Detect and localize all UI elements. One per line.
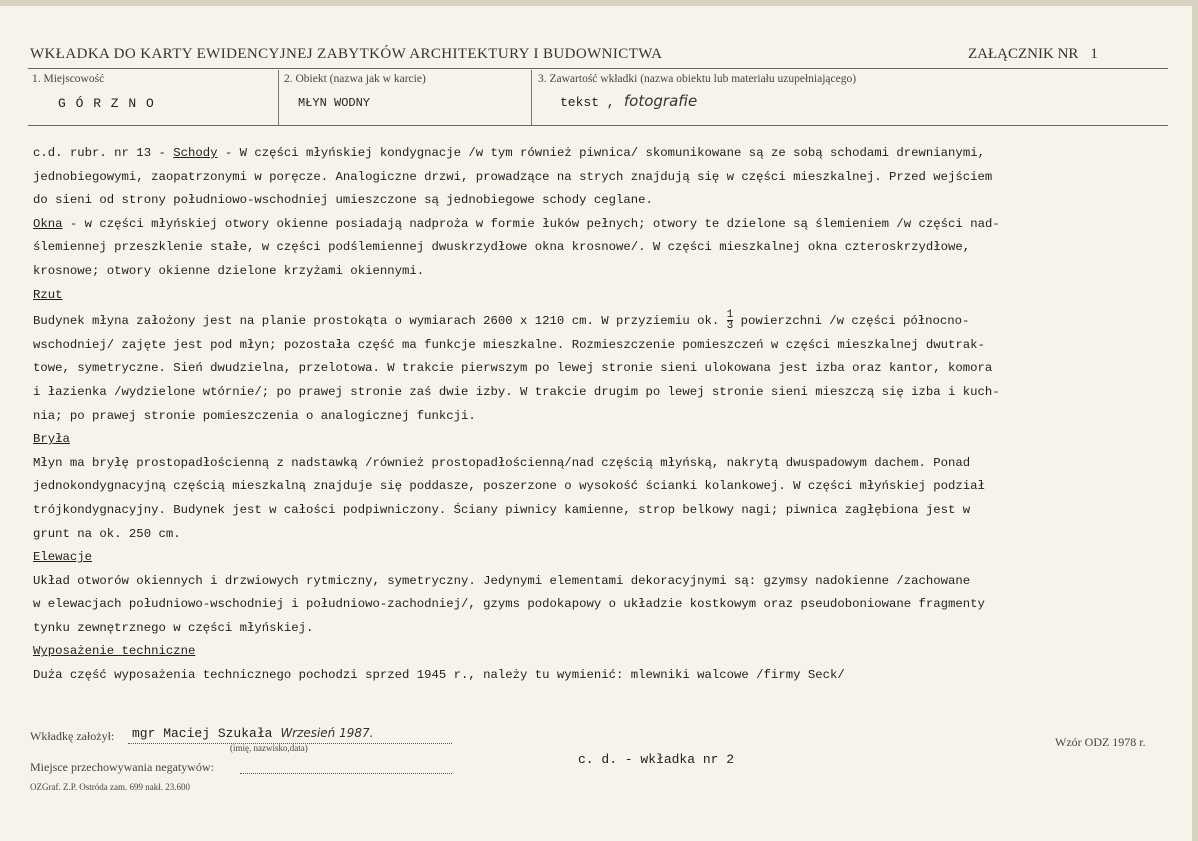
text-line: Budynek młyna założony jest na planie prostokąta o wymiarach 2600 x 1210 cm. W przyziemiu ok. $\frac{1}{3}$ powierzchni /w części północno- [33,309,970,333]
author-date: Wrzesień 1987. [280,726,374,740]
content-value-typed: tekst , [560,95,615,110]
continuation-note: c. d. - wkładka nr 2 [578,752,735,767]
pattern-note: Wzór ODZ 1978 r. [1055,735,1146,749]
fraction: $\frac{1}{3}$ [726,309,734,333]
heading-bryla: Bryła [33,432,70,447]
text-line: jednobiegowymi, zaopatrzonymi w poręcze. Analogiczne drzwi, prowadzące na strych znajdują się w części mieszkalnej. Przed wejściem [33,169,993,184]
field-divider-1 [278,70,279,126]
text-line: w elewacjach południowo-wschodniej i południowo-zachodniej/, gzyms podokapowy o układzie kostkowym oraz pseudoboniowane fragmenty [33,597,985,612]
heading-okna: Okna [33,216,63,231]
form-title: WKŁADKA DO KARTY EWIDENCYJNEJ ZABYTKÓW ARCHITEKTURY I BUDOWNICTWA [30,46,663,62]
storage-dotted-line [240,773,452,774]
storage-label: Miejsce przechowywania negatywów: [30,760,214,774]
text-line: c.d. rubr. nr 13 - Schody - W części młyńskiej kondygnacje /w tym również piwnica/ skomunikowane są ze sobą schodami drewnianymi, [33,146,985,160]
printer-note: OZGraf. Z.P. Ostróda zam. 699 nakł. 23.600 [30,782,190,792]
description-text [33,142,1143,688]
text-line: Okna - w części młyńskiej otwory okienne posiadają nadproża w formie łuków pełnych; otwory te dzielone są ślemieniem /w części nad- [33,216,1000,231]
place-label: 1. Miejscowość [32,73,105,85]
text-line: krosnowe; otwory okienne dzielone krzyżami okiennymi. [33,263,425,278]
content-value-handwritten: fotografie [623,92,698,110]
text-line: trójkondygnacyjny. Budynek jest w całości podpiwniczony. Ściany piwnicy kamienne, strop belkowy nagi; piwnica zagłębiona jest w [33,502,971,517]
author-label: Wkładkę założył: [30,729,115,743]
text-line: nia; po prawej stronie pomieszczenia o analogicznej funkcji. [33,408,476,423]
content-label: 3. Zawartość wkładki (nazwa obiektu lub materiału uzupełniającego) [538,73,857,85]
paper-edge-right [1192,0,1198,841]
heading-wyposazenie: Wyposażenie techniczne [33,644,196,659]
content-value [560,92,697,110]
heading-rzut: Rzut [33,287,63,302]
text-line: Młyn ma bryłę prostopadłościenną z nadstawką /również prostopadłościenną/nad częścią młyńską, nakrytą dwuspadowym dachem. Ponad [33,455,971,470]
place-value: G Ó R Z N O [58,96,155,111]
text-line: i łazienka /wydzielone wtórnie/; po prawej stronie zaś dwie izby. W trakcie drugim po lewej stronie sieni mieszczą się izba i kuch- [33,384,1000,399]
header-rule-bottom [28,125,1168,126]
heading-elewacje: Elewacje [33,550,93,565]
text-line: ślemiennej przeszklenie stałe, w części podślemiennej dwuskrzydłowe okna krosnowe/. W części mieszkalnej okna czteroskrzydłowe, [33,240,971,255]
text-line: do sieni od strony południowo-wschodniej umieszczone są jednobiegowe schody ceglane. [33,193,653,208]
attachment-label: ZAŁĄCZNIK NR [968,46,1079,62]
field-divider-2 [531,70,532,126]
object-label: 2. Obiekt (nazwa jak w karcie) [284,73,426,85]
text-line: towe, symetryczne. Sień dwudzielna, przelotowa. W trakcie pierwszym po lewej stronie sieni ulokowana jest izba oraz kantor, komora [33,361,993,376]
object-value: MŁYN WODNY [298,96,371,110]
text-line: jednokondygnacyjną częścią mieszkalną znajduje się poddasze, poszerzone o wysokość ścianki kolankowej. W części młyńskiej podział [33,479,985,494]
attachment-value: 1 [1090,46,1098,62]
heading-schody: Schody [173,146,218,160]
attachment-number [968,46,1098,63]
text-line: wschodniej/ zajęte jest pod młyn; pozostała część ma funkcje mieszkalne. Rozmieszczenie pomieszczeń w części mieszkalnej dwutrak- [33,337,985,352]
text-line: grunt na ok. 250 cm. [33,526,181,541]
author-value: mgr Maciej Szukała Wrzesień 1987. [132,726,374,741]
author-hint: (imię, nazwisko,data) [230,743,308,753]
text-line: Układ otworów okiennych i drzwiowych rytmiczny, symetryczny. Jedynymi elementami dekoracyjnymi są: gzymsy nadokienne /zachowane [33,573,971,588]
text-line: Duża część wyposażenia technicznego pochodzi sprzed 1945 r., należy tu wymienić: mlewniki walcowe /firmy Seck/ [33,668,845,683]
header-rule-top [28,68,1168,69]
paper-edge-top [0,0,1198,6]
text-line: tynku zewnętrznego w części młyńskiej. [33,620,314,635]
